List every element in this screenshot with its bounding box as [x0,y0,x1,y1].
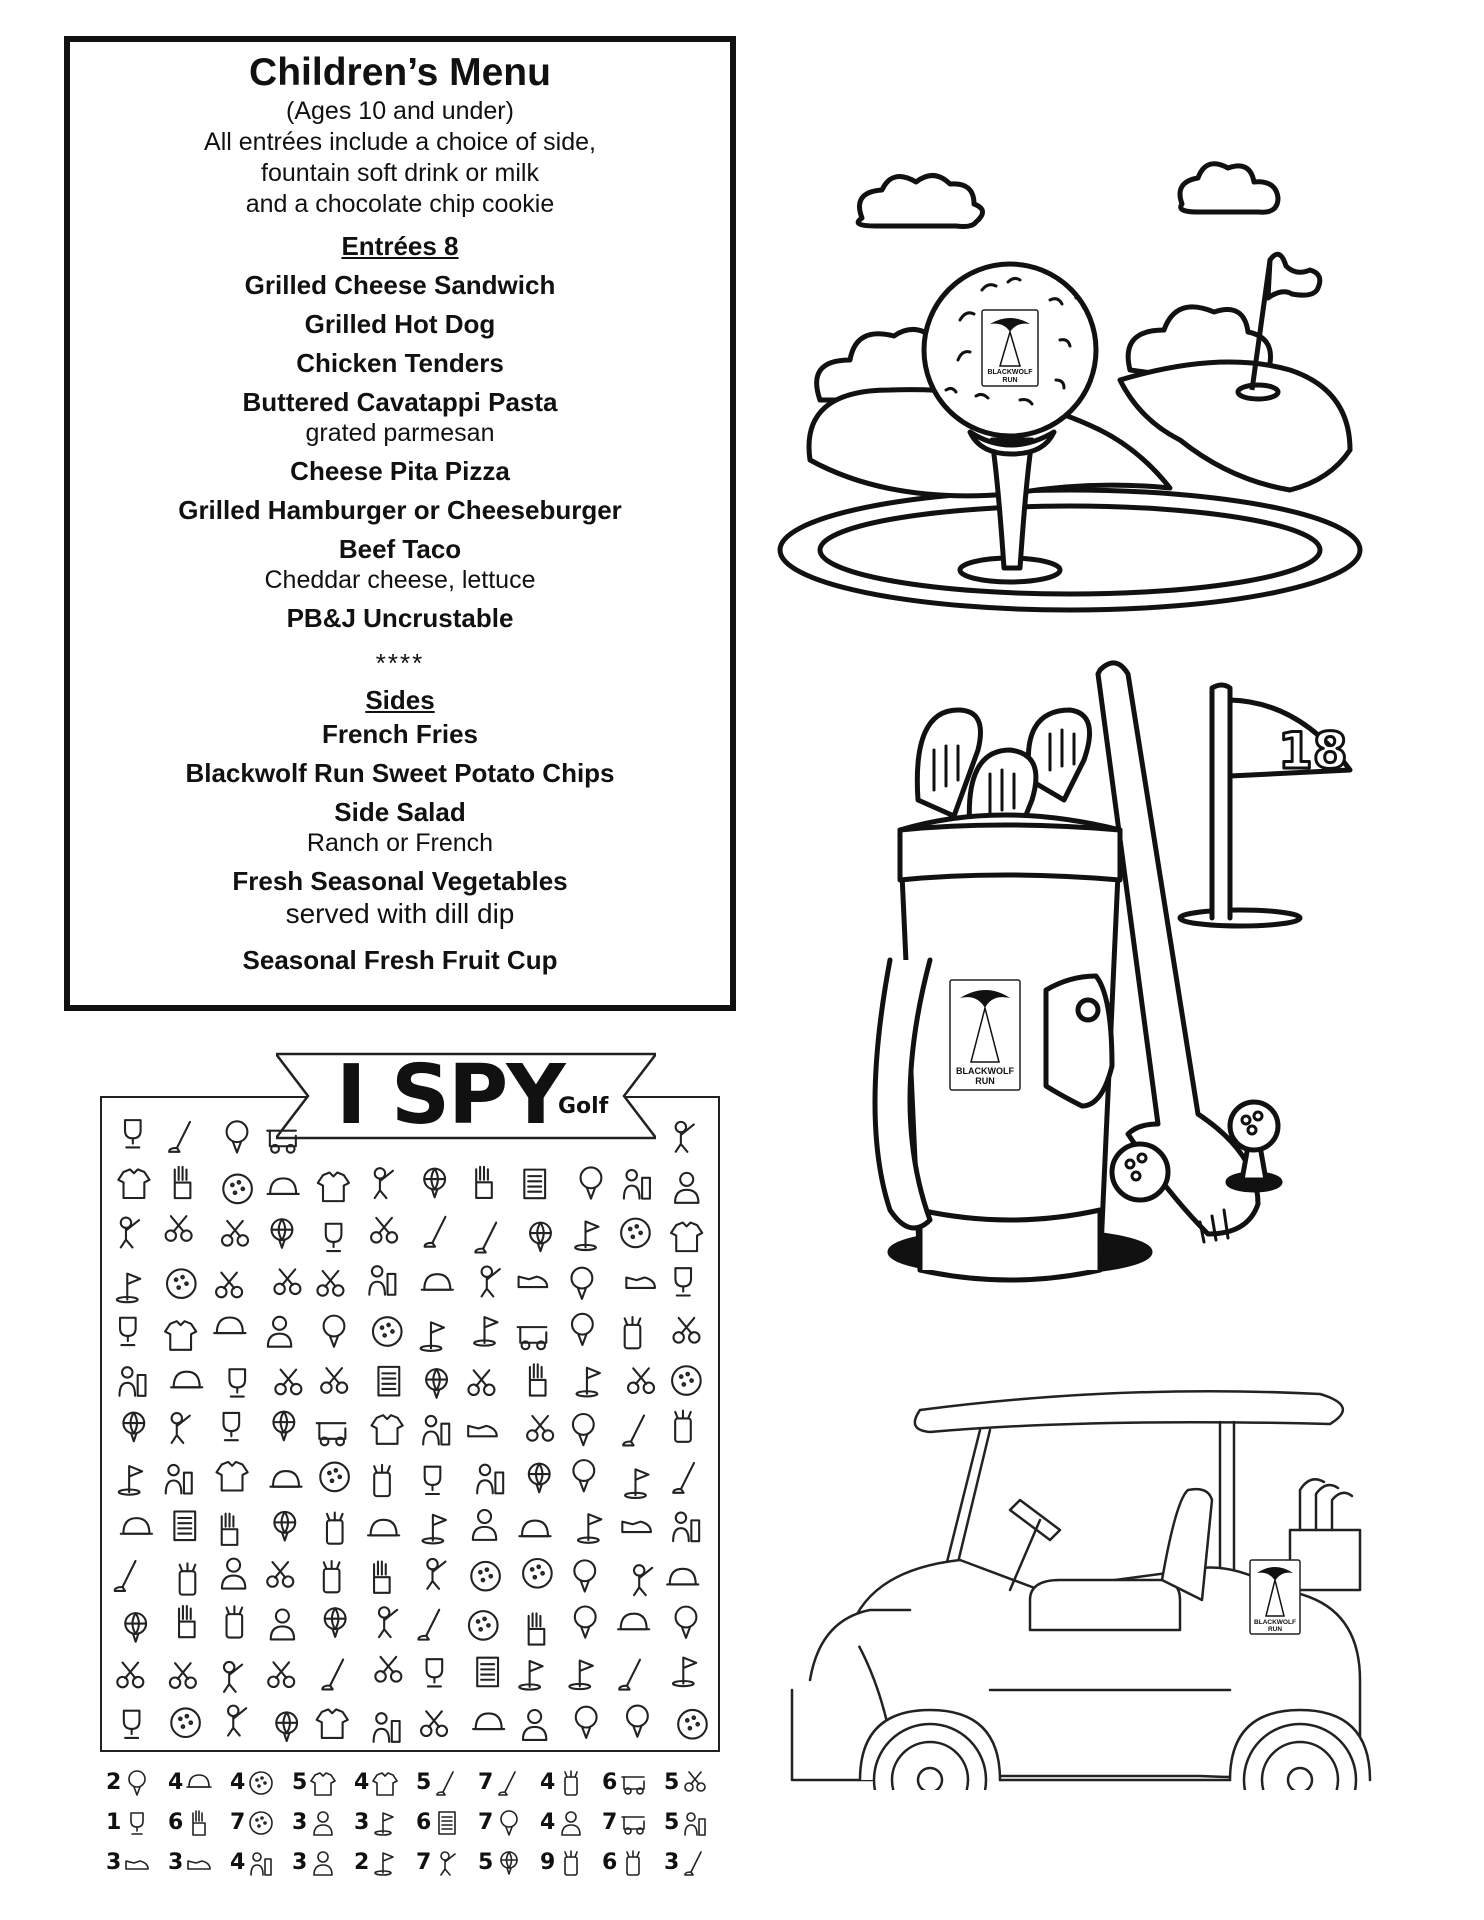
tally-item [478,1848,524,1878]
logo-text: RUN [975,1076,995,1086]
scissors-icon [222,1221,248,1246]
trophy-icon [425,1467,441,1494]
golf-cart-illustration [790,1350,1430,1790]
tally-item [168,1808,214,1838]
golf-club-icon [169,1122,190,1152]
menu-title: Children’s Menu [249,51,551,94]
golf-club-icon [673,1463,694,1493]
golf-ball-tee-illustration [770,140,1370,620]
glove-icon [476,1167,492,1198]
menu-item: Buttered Cavatappi Pasta [242,387,558,417]
golfer-icon [523,1710,546,1740]
tally-count: 3 [168,1850,184,1875]
globe-tee-icon [424,1169,445,1198]
tally-count: 3 [292,1810,308,1835]
golf-ball-icon [320,1463,349,1492]
scissors-icon [468,1370,494,1395]
tally-count: 7 [416,1850,432,1875]
tally-item [168,1848,214,1878]
trophy-icon [229,1369,245,1396]
scissors-icon [170,1663,196,1688]
cap-icon [268,1178,299,1194]
i-spy-icon-grid [106,1110,712,1746]
flag-hole-icon [569,1661,592,1690]
polo-shirt-icon [217,1462,248,1491]
golfer-icon [314,1852,332,1875]
i-spy-title: I SPY [336,1048,564,1143]
tally-count: 6 [416,1810,432,1835]
tally-count: 2 [354,1850,370,1875]
tally-item [602,1768,648,1798]
golfer-swing-icon [482,1267,500,1297]
caddie-icon [369,1266,395,1295]
globe-tee-icon [272,1219,293,1248]
menu-intro-age: (Ages 10 and under) [286,97,514,125]
side-item: French Fries [321,719,479,749]
logo-text: RUN [1267,1626,1283,1633]
flag-hole-icon [422,1515,445,1544]
sides-heading: Sides [365,685,435,715]
tally-count: 1 [106,1810,122,1835]
tally-item [664,1808,710,1838]
menu-item: Beef Taco [338,534,462,564]
golf-cart-icon [622,1777,644,1794]
shoe-icon [126,1861,148,1869]
trophy-icon [326,1224,342,1251]
golf-ball-on-tee-icon [129,1771,145,1795]
scorecard-icon [477,1658,498,1687]
golf-ball-icon [469,1611,498,1640]
glove-icon [530,1364,546,1395]
i-spy-subtitle: Golf [558,1094,609,1119]
flag-hole-icon [375,1853,393,1875]
golfer-swing-icon [441,1852,455,1875]
glove-icon [179,1606,195,1637]
tally-item [664,1768,710,1798]
globe-tee-icon [529,1464,550,1493]
logo-text: BLACKWOLF [956,1066,1014,1076]
tally-count: 4 [168,1770,184,1795]
tally-count: 5 [664,1810,680,1835]
tally-count: 4 [230,1770,246,1795]
polo-shirt-icon [371,1415,402,1444]
golf-bag-icon [327,1513,343,1544]
entrees-heading: Entrées 8 [341,231,459,261]
cap-icon [368,1520,399,1536]
tally-item [354,1768,400,1798]
scissors-icon [371,1218,397,1243]
tally-item [168,1768,214,1798]
golf-cart-icon [518,1327,547,1349]
golf-club-icon [322,1660,343,1690]
golfer-icon [562,1812,580,1835]
menu-item: Grilled Hot Dog [304,309,496,339]
side-item-note: Ranch or French [306,829,494,857]
scissors-icon [274,1269,300,1294]
tally-item [292,1848,338,1878]
tally-item [230,1808,276,1838]
flag-hole-icon [117,1274,140,1303]
menu-intro-line: All entrées include a choice of side, [204,128,596,156]
golf-club-icon [115,1561,136,1591]
polo-shirt-icon [318,1173,349,1202]
golf-ball-on-tee-icon [501,1811,517,1835]
tally-item [540,1848,586,1878]
golf-ball-on-tee-icon [581,1167,602,1198]
golfer-icon [268,1317,291,1347]
golfer-swing-icon [634,1565,652,1595]
logo-text: RUN [1002,377,1018,384]
trophy-icon [120,1318,136,1345]
tally-item [106,1768,152,1798]
golf-club-icon [475,1223,496,1253]
tally-count: 6 [602,1850,618,1875]
golfer-icon [675,1173,698,1203]
flag-hole-icon [625,1469,648,1498]
tally-count: 4 [540,1770,556,1795]
cap-icon [121,1518,152,1534]
scissors-icon [527,1416,553,1441]
scissors-icon [421,1711,447,1736]
golf-bag-illustration [860,650,1360,1290]
tally-item [230,1768,276,1798]
trophy-icon [224,1413,240,1440]
menu-item: PB&J Uncrustable [286,603,514,633]
tally-count: 6 [168,1810,184,1835]
glove-icon [175,1167,191,1198]
scissors-icon [375,1657,401,1682]
golf-ball-on-tee-icon [676,1607,697,1638]
golf-club-icon [685,1852,701,1875]
blackwolf-run-logo [982,310,1038,386]
childrens-menu-panel [64,36,736,1011]
golf-ball-on-tee-icon [573,1414,594,1445]
tally-count: 3 [106,1850,122,1875]
scorecard-icon [378,1367,399,1396]
polo-shirt-icon [311,1773,335,1795]
tally-count: 2 [106,1770,122,1795]
golf-ball-on-tee-icon [574,1560,595,1591]
golf-bag-icon [324,1561,340,1592]
golf-ball-on-tee-icon [324,1316,345,1347]
caddie-icon [251,1853,271,1875]
scissors-icon [628,1368,654,1393]
golf-ball-icon [672,1366,701,1395]
trophy-icon [124,1711,140,1738]
blackwolf-run-logo [950,980,1020,1090]
golf-bag-icon [625,1317,641,1348]
golfer-swing-icon [224,1662,242,1692]
cloud-icon [858,175,982,226]
tally-item [602,1848,648,1878]
tally-item [416,1768,462,1798]
golf-cart-icon [622,1817,644,1834]
polo-shirt-icon [671,1223,702,1252]
scorecard-icon [439,1812,455,1834]
golf-ball-icon [373,1317,402,1346]
shoe-icon [519,1277,548,1287]
golf-ball-on-tee-icon [573,1460,594,1491]
golfer-swing-icon [172,1413,190,1443]
tally-count: 7 [230,1810,246,1835]
menu-separator: **** [375,648,425,678]
scissors-icon [117,1663,143,1688]
polo-shirt-icon [165,1321,196,1350]
caddie-icon [423,1416,449,1445]
tally-count: 9 [540,1850,556,1875]
logo-text: BLACKWOLF [987,369,1033,376]
menu-item-note: Cheddar cheese, lettuce [264,566,536,594]
tally-count: 3 [292,1850,308,1875]
shoe-icon [622,1522,651,1532]
tally-item [602,1808,648,1838]
golf-bag-icon [627,1851,639,1875]
globe-tee-icon [530,1223,551,1252]
caddie-icon [374,1713,400,1742]
side-item: Seasonal Fresh Fruit Cup [242,945,558,975]
cap-icon [187,1775,211,1787]
tally-count: 7 [478,1770,494,1795]
scissors-icon [673,1318,699,1343]
tally-count: 4 [230,1850,246,1875]
glove-icon [222,1514,238,1545]
tally-item [540,1808,586,1838]
golf-bag-icon [227,1606,243,1637]
cap-icon [171,1372,202,1388]
logo-text: BLACKWOLF [1254,1619,1296,1626]
tally-item [478,1808,524,1838]
tally-item [106,1848,152,1878]
cap-icon [618,1614,649,1630]
flag-hole-icon [578,1514,601,1543]
trophy-icon [427,1659,443,1686]
golfer-swing-icon [121,1218,139,1248]
golf-bag-icon [675,1411,691,1442]
scorecard-icon [174,1511,195,1540]
scissors-icon [317,1271,343,1296]
golf-club-icon [619,1660,640,1690]
menu-intro-line: and a chocolate chip cookie [245,190,555,218]
caddie-icon [166,1465,192,1494]
globe-tee-icon [125,1613,146,1642]
tally-count: 5 [292,1770,308,1795]
menu-item-note: grated parmesan [305,419,495,447]
golf-ball-on-tee-icon [572,1268,593,1299]
flag-number: 18 [1278,722,1348,780]
flag-hole-icon [375,1813,393,1835]
shoe-icon [468,1426,497,1436]
golf-ball-icon [171,1708,200,1737]
golf-ball-icon [621,1219,650,1248]
side-item: Blackwolf Run Sweet Potato Chips [185,758,615,788]
tally-count: 5 [664,1770,680,1795]
scissors-icon [166,1216,192,1241]
tally-count: 6 [602,1770,618,1795]
golfer-swing-icon [375,1168,393,1198]
i-spy-puzzle [96,1048,728,1875]
golf-club-icon [437,1772,453,1795]
golf-club-icon [623,1416,644,1446]
menu-item: Grilled Cheese Sandwich [244,270,556,300]
flag-hole-icon [474,1317,497,1346]
golf-club-icon [418,1610,439,1640]
scissors-icon [267,1562,293,1587]
tally-item [416,1848,462,1878]
flag-hole-icon [519,1661,542,1690]
golf-club-icon [425,1217,446,1247]
glove-icon [193,1811,205,1835]
menu-item: Grilled Hamburger or Cheeseburger [178,495,622,525]
cap-icon [473,1713,504,1729]
golf-ball-on-tee-icon [576,1707,597,1738]
cap-icon [214,1317,245,1333]
menu-intro-line: fountain soft drink or milk [261,159,539,187]
golf-ball-on-tee-icon [572,1314,593,1345]
golf-ball-on-tee-icon [575,1606,596,1637]
tally-count: 5 [478,1850,494,1875]
tally-count: 4 [354,1770,370,1795]
golf-club-icon [499,1772,515,1795]
golf-ball-icon [471,1562,500,1591]
golfer-icon [314,1812,332,1835]
tally-item [106,1808,152,1838]
golfer-icon [473,1510,496,1540]
golfer-swing-icon [676,1122,694,1152]
golfer-icon [222,1559,245,1589]
polo-shirt-icon [317,1709,348,1738]
golf-bag-icon [180,1563,196,1594]
cap-icon [422,1274,453,1290]
golf-ball-on-tee-icon [627,1706,648,1737]
golf-bag-icon [374,1465,390,1496]
menu-item: Cheese Pita Pizza [290,456,510,486]
golf-ball-on-tee-icon [227,1121,248,1152]
glove-icon [374,1562,390,1593]
tally-item [416,1808,462,1838]
scissors-icon [216,1273,242,1298]
golf-cart-icon [317,1423,346,1445]
flag-hole-icon [673,1658,696,1687]
scissors-icon [268,1662,294,1687]
polo-shirt-icon [373,1773,397,1795]
tally-count: 3 [664,1850,680,1875]
side-item: Fresh Seasonal Vegetables [232,866,568,896]
cap-icon [667,1569,698,1585]
trophy-icon [125,1120,141,1147]
globe-tee-icon [426,1369,447,1398]
tally-item [354,1808,400,1838]
golf-cart-icon [267,1131,296,1153]
golfer-swing-icon [228,1706,246,1736]
golfer-swing-icon [427,1559,445,1589]
tally-item [292,1808,338,1838]
tally-item [354,1848,400,1878]
side-item: Side Salad [334,797,466,827]
caddie-icon [673,1513,699,1542]
cap-icon [519,1521,550,1537]
side-item-note: served with dill dip [285,898,515,929]
scorecard-icon [524,1170,545,1199]
cloud-icon [1180,164,1278,212]
tally-count: 7 [602,1810,618,1835]
golf-ball-icon [223,1175,252,1204]
tally-item [230,1848,276,1878]
tally-count: 4 [540,1810,556,1835]
golfer-icon [271,1610,294,1640]
tally-count: 5 [416,1770,432,1795]
caddie-icon [477,1465,503,1494]
golf-ball-icon [250,1812,272,1834]
flag-hole-icon [421,1322,444,1351]
scissors-icon [321,1368,347,1393]
golf-ball-icon [250,1772,272,1794]
tally-item [540,1768,586,1798]
golf-bag-icon [565,1851,577,1875]
trophy-icon [131,1813,143,1834]
caddie-icon [119,1367,145,1396]
caddie-icon [624,1170,650,1199]
tally-item [478,1768,524,1798]
scissors-icon [685,1772,705,1791]
menu-item: Chicken Tenders [296,348,504,378]
caddie-icon [685,1813,705,1835]
globe-tee-icon [123,1413,144,1442]
globe-tee-icon [325,1608,346,1637]
cap-icon [270,1471,301,1487]
golf-bag-icon [565,1771,577,1795]
glove-icon [529,1613,545,1644]
shoe-icon [626,1278,655,1288]
tally-count: 3 [354,1810,370,1835]
tally-item [292,1768,338,1798]
globe-tee-icon [276,1712,297,1741]
flag-hole-icon [119,1466,142,1495]
flag-hole-icon [577,1368,600,1397]
globe-tee-icon [501,1852,517,1874]
flag-hole-icon [575,1221,598,1250]
tally-count: 7 [478,1810,494,1835]
golf-ball-icon [167,1269,196,1298]
golfer-swing-icon [379,1607,397,1637]
globe-tee-icon [274,1512,295,1541]
golf-ball-icon [678,1710,707,1739]
golf-ball-icon [523,1559,552,1588]
shoe-icon [188,1861,210,1869]
globe-tee-icon [273,1412,294,1441]
tally-item [664,1848,710,1878]
blackwolf-run-logo [1250,1560,1300,1634]
polo-shirt-icon [118,1169,149,1198]
trophy-icon [675,1268,691,1295]
scissors-icon [275,1370,301,1395]
